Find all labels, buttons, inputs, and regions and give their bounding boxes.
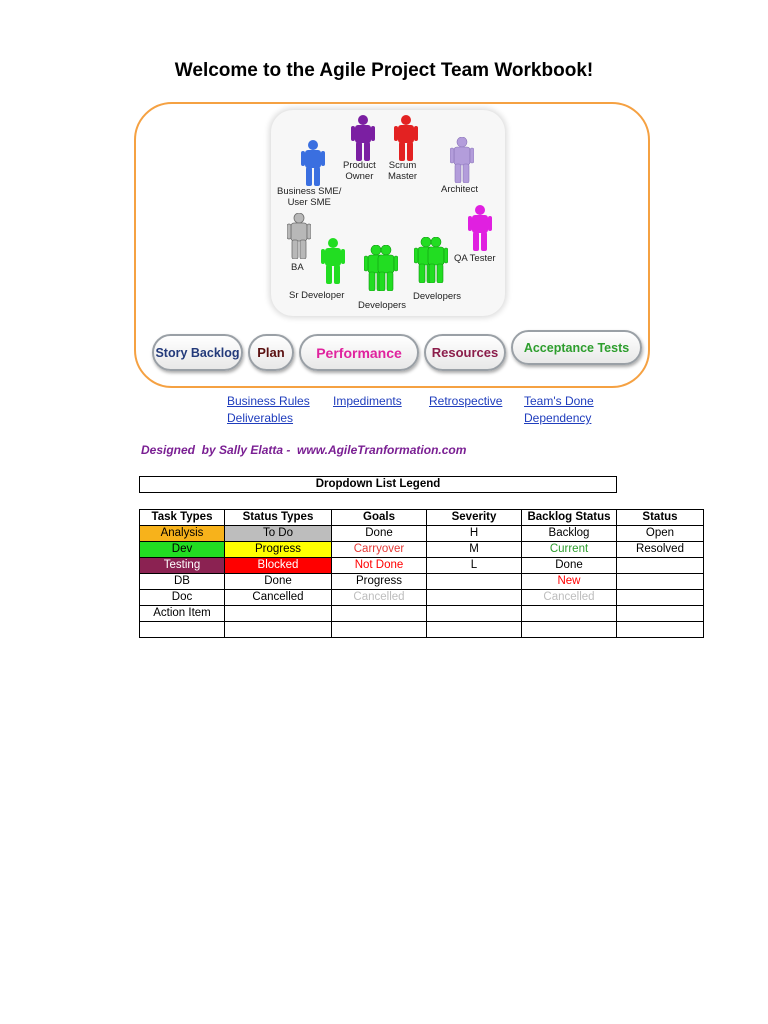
team-diagram (271, 110, 505, 316)
architect-figure (450, 137, 474, 183)
page-title: Welcome to the Agile Project Team Workbook! (174, 60, 594, 81)
business-sme-figure (301, 140, 325, 186)
legend-header-row (140, 510, 704, 526)
role-architect: Architect (441, 184, 478, 195)
severity-empty (427, 590, 522, 606)
backlog-status-done: Done (522, 558, 617, 574)
backlog-status-backlog: Backlog (522, 526, 617, 542)
product-owner-figure (351, 115, 375, 161)
role-product-owner: Product Owner (343, 160, 376, 182)
table-row (140, 622, 704, 638)
goal-done: Done (332, 526, 427, 542)
status-empty (617, 574, 704, 590)
empty-cell (522, 622, 617, 638)
empty-cell (427, 606, 522, 622)
scrum-master-figure (394, 115, 418, 161)
task-type-doc: Doc (140, 590, 225, 606)
sr-developer-figure (321, 238, 345, 284)
goal-not-done: Not Done (332, 558, 427, 574)
severity-h: H (427, 526, 522, 542)
legend-table (139, 509, 704, 638)
status-open: Open (617, 526, 704, 542)
status-type-progress: Progress (225, 542, 332, 558)
severity-empty (427, 574, 522, 590)
legend-title: Dropdown List Legend (139, 476, 617, 493)
table-row (140, 574, 704, 590)
backlog-status-new: New (522, 574, 617, 590)
header-status: Status (617, 510, 704, 526)
header-task-types: Task Types (140, 510, 225, 526)
ba-figure (287, 213, 311, 259)
task-type-analysis: Analysis (140, 526, 225, 542)
status-type-todo: To Do (225, 526, 332, 542)
status-type-blocked: Blocked (225, 558, 332, 574)
empty-cell (332, 622, 427, 638)
empty-cell (522, 606, 617, 622)
empty-cell (332, 606, 427, 622)
status-empty (617, 590, 704, 606)
goal-cancelled: Cancelled (332, 590, 427, 606)
task-type-testing: Testing (140, 558, 225, 574)
header-severity: Severity (427, 510, 522, 526)
task-type-db: DB (140, 574, 225, 590)
dependency-link[interactable]: Dependency (524, 411, 592, 425)
role-business-sme: Business SME/ User SME (277, 186, 342, 208)
goal-carryover: Carryover (332, 542, 427, 558)
acceptance-tests-label: Acceptance Tests (523, 340, 630, 355)
developers-group-1-figure (364, 245, 398, 291)
developers-group-2-figure (414, 237, 448, 283)
header-backlog-status: Backlog Status (522, 510, 617, 526)
role-scrum-master: Scrum Master (388, 160, 418, 182)
deliverables-link[interactable]: Deliverables (227, 411, 294, 425)
story-backlog-button[interactable] (152, 334, 243, 371)
backlog-status-cancelled: Cancelled (522, 590, 617, 606)
header-goals: Goals (332, 510, 427, 526)
severity-l: L (427, 558, 522, 574)
status-type-cancelled: Cancelled (225, 590, 332, 606)
role-sr-developer: Sr Developer (289, 290, 345, 301)
backlog-status-current: Current (522, 542, 617, 558)
performance-label: Performance (316, 344, 402, 361)
resources-button[interactable] (424, 334, 506, 371)
story-backlog-label: Story Backlog (155, 345, 240, 360)
plan-label: Plan (257, 345, 285, 360)
goal-progress: Progress (332, 574, 427, 590)
designer-credit: Designed by Sally Elatta - www.AgileTranformation.com (141, 443, 467, 457)
empty-cell (617, 622, 704, 638)
impediments-link[interactable]: Impediments (333, 394, 402, 408)
role-developers-2: Developers (413, 291, 462, 302)
role-ba: BA (291, 262, 304, 273)
plan-button[interactable] (248, 334, 294, 371)
table-row (140, 542, 704, 558)
teams-done-link[interactable]: Team's Done (524, 394, 594, 408)
retrospective-link[interactable]: Retrospective (429, 394, 503, 408)
status-type-done: Done (225, 574, 332, 590)
table-row (140, 606, 704, 622)
role-developers-1: Developers (358, 300, 407, 311)
business-rules-link[interactable]: Business Rules (227, 394, 310, 408)
severity-m: M (427, 542, 522, 558)
empty-cell (140, 622, 225, 638)
role-qa-tester: QA Tester (454, 253, 496, 264)
acceptance-tests-button[interactable] (511, 330, 642, 365)
status-resolved: Resolved (617, 542, 704, 558)
table-row (140, 526, 704, 542)
empty-cell (427, 622, 522, 638)
qa-tester-figure (468, 205, 492, 251)
empty-cell (617, 606, 704, 622)
header-status-types: Status Types (225, 510, 332, 526)
status-empty (617, 558, 704, 574)
empty-cell (225, 622, 332, 638)
empty-cell (225, 606, 332, 622)
resources-label: Resources (431, 345, 499, 360)
performance-button[interactable] (299, 334, 419, 371)
table-row (140, 558, 704, 574)
task-type-dev: Dev (140, 542, 225, 558)
task-type-action-item: Action Item (140, 606, 225, 622)
table-row (140, 590, 704, 606)
